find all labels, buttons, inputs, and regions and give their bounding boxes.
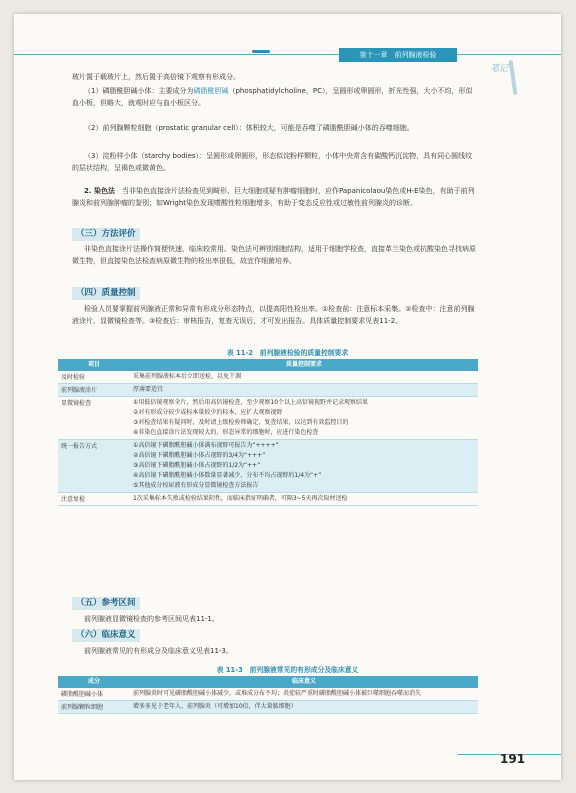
- table-row: [58, 384, 478, 397]
- requirement-line: 增多多见于老年人、前列腺炎（可增加10倍，伴大量脓细胞）: [133, 703, 297, 710]
- table-cell-item: 及时检验: [58, 371, 130, 384]
- item-lead: 2. 染色法: [84, 187, 115, 195]
- header-ornament: [252, 50, 270, 53]
- requirement-line: 厚薄要适宜: [133, 386, 164, 393]
- requirement-line: 采集前列腺液标本后立即送检，以免干涸: [133, 373, 242, 380]
- requirement-line: ④高倍镜下磷脂酰胆碱小体数量显著减少，分布不均占视野的1/4为“+”: [133, 472, 322, 479]
- requirement-line: 1次采集标本失败或检验结果阴性，而临床指征明确者，可隔3~5天再次取材送检: [133, 495, 348, 502]
- paragraph: 非染色直接涂片法操作简便快速，临床较常用。染色法可辨别细胞结构，适用于细胞学检查，直接革兰染色或抗酸染色寻找病原微生物，但直接染色法检查病原微生物的检出率很低，故宜作细菌培养。: [72, 245, 476, 265]
- table-cell-item: 注意复检: [58, 493, 130, 506]
- quality-control-table: [58, 359, 478, 506]
- requirement-line: ③高倍镜下磷脂酰胆碱小体占视野的1/2为“++”: [133, 462, 261, 469]
- table-row: [58, 701, 478, 714]
- table-header-cell: 质量控制要求: [130, 359, 478, 371]
- requirement-line: 前列腺炎时可见磷脂酰胆碱小体减少，或堆成分布不均；炎症较严重时磷脂酰胆碱小体被巨噬细胞吞噬而消失: [133, 690, 422, 697]
- table-cell-requirement: [130, 493, 478, 506]
- paragraph: 前列腺液显微镜检查的参考区间见表11-1。: [84, 615, 219, 623]
- pen-mark: [509, 60, 518, 95]
- clinical-significance-table: [58, 676, 478, 714]
- table-cell-item: 前列腺颗粒细胞: [58, 701, 130, 714]
- requirement-line: ③对检查结果有疑问时，及时请上级检验师确定，复查结果，以达到有效监控目的: [133, 419, 349, 426]
- section-heading: （四）质量控制: [72, 287, 140, 300]
- side-note-label: 笔记: [490, 64, 509, 74]
- table-row: [58, 371, 478, 384]
- table-row: [58, 493, 478, 506]
- table-header-cell: 成分: [58, 676, 130, 688]
- table-cell-requirement: [130, 384, 478, 397]
- table-caption: 表 11-3 前列腺液常见的有形成分及临床意义: [216, 666, 359, 674]
- table-header-cell: 临床意义: [130, 676, 478, 688]
- paragraph: 检验人员要掌握前列腺液正常和异常有形成分形态特点，以提高阳性检出率。①检查前：注意标本采集。②检查中：注意前列腺液涂片、显微镜检查等。③检查后：审核报告，复查无误后，才可发出报告。具体质量控制要求见表11-2。: [72, 305, 475, 325]
- book-page: [14, 14, 561, 780]
- paragraph-item-4: [72, 186, 476, 209]
- page-number: 191: [500, 752, 526, 766]
- text-span: 当非染色直接涂片法检查见到畸形、巨大细胞或疑有肿瘤细胞时，应作Papanicolaou染色或H-E染色，有助于前列腺炎和前列腺肿瘤的鉴别；如Wright染色发现嗜酸性粒细胞增多，有助于变态反应性或过敏性前列腺炎的诊断。: [72, 187, 475, 207]
- table-cell-requirement: [130, 440, 478, 493]
- requirement-line: ②高倍镜下磷脂酰胆碱小体占视野的3/4为“+++”: [133, 452, 266, 459]
- chapter-title: 第十一章 前列腺液检验: [339, 48, 457, 62]
- paragraph-item-3: （3）淀粉样小体（starchy bodies）：呈圆形或卵圆形，形态似淀粉样颗粒，小体中央常含有碳酸钙沉淀物，具有同心圆线纹的层状结构，呈褐色或微黄色。: [72, 152, 473, 172]
- paragraph: 玻片置于载玻片上，然后置于高倍镜下观察有形成分。: [72, 73, 240, 81]
- highlight-term: 磷脂酰胆碱: [193, 87, 229, 95]
- section-heading: （六）临床意义: [72, 629, 140, 642]
- table-cell-requirement: [130, 371, 478, 384]
- requirement-line: ①高倍镜下磷脂酰胆碱小体满布视野可报告为“++++”: [133, 442, 279, 449]
- section-heading: （五）参考区间: [72, 597, 140, 610]
- text-span: （1）磷脂酰胆碱小体：主要成分为: [84, 87, 194, 95]
- requirement-line: ①用低倍镜观察全片，然后用高倍镜检查，至少观察10个以上高倍镜视野并记录观察结果: [133, 399, 369, 406]
- table-cell-requirement: [130, 701, 478, 714]
- text-span: （phosphatidylcholine，PC），呈圆形或卵圆形，折光性强，大小不均，形似血小板，但略大，就观时应与血小板区分。: [72, 87, 473, 107]
- paragraph-item-2: （2）前列腺颗粒细胞（prostatic granular cell）：体积较大，可能是吞噬了磷脂酰胆碱小体的吞噬细胞。: [84, 124, 414, 132]
- table-cell-item: 显微镜检查: [58, 397, 130, 440]
- table-header-cell: 项目: [58, 359, 130, 371]
- paragraph: 前列腺液常见的有形成分及临床意义见表11-3。: [84, 647, 233, 655]
- requirement-line: ④非染色直接涂片法发现较大的、形态异常的细胞时，应进行染色检查: [133, 429, 319, 436]
- requirement-line: ⑤其他成分按尿液有形成分显微镜检查方法报告: [133, 482, 259, 489]
- table-row: [58, 688, 478, 701]
- table-row: [58, 440, 478, 493]
- table-row: [58, 397, 478, 440]
- table-cell-item: 前列腺液涂片: [58, 384, 130, 397]
- table-caption: 表 11-2 前列腺液检验的质量控制要求: [226, 349, 349, 357]
- requirement-line: ②对有形成分较少或标本量较少的标本，应扩大观察视野: [133, 409, 283, 416]
- table-cell-item: 磷脂酰胆碱小体: [58, 688, 130, 701]
- table-cell-requirement: [130, 397, 478, 440]
- header-rule: [14, 54, 561, 55]
- section-heading: （三）方法评价: [72, 228, 140, 241]
- table-cell-requirement: [130, 688, 478, 701]
- paragraph-item-1: [72, 86, 476, 109]
- table-cell-item: 统一报告方式: [58, 440, 130, 493]
